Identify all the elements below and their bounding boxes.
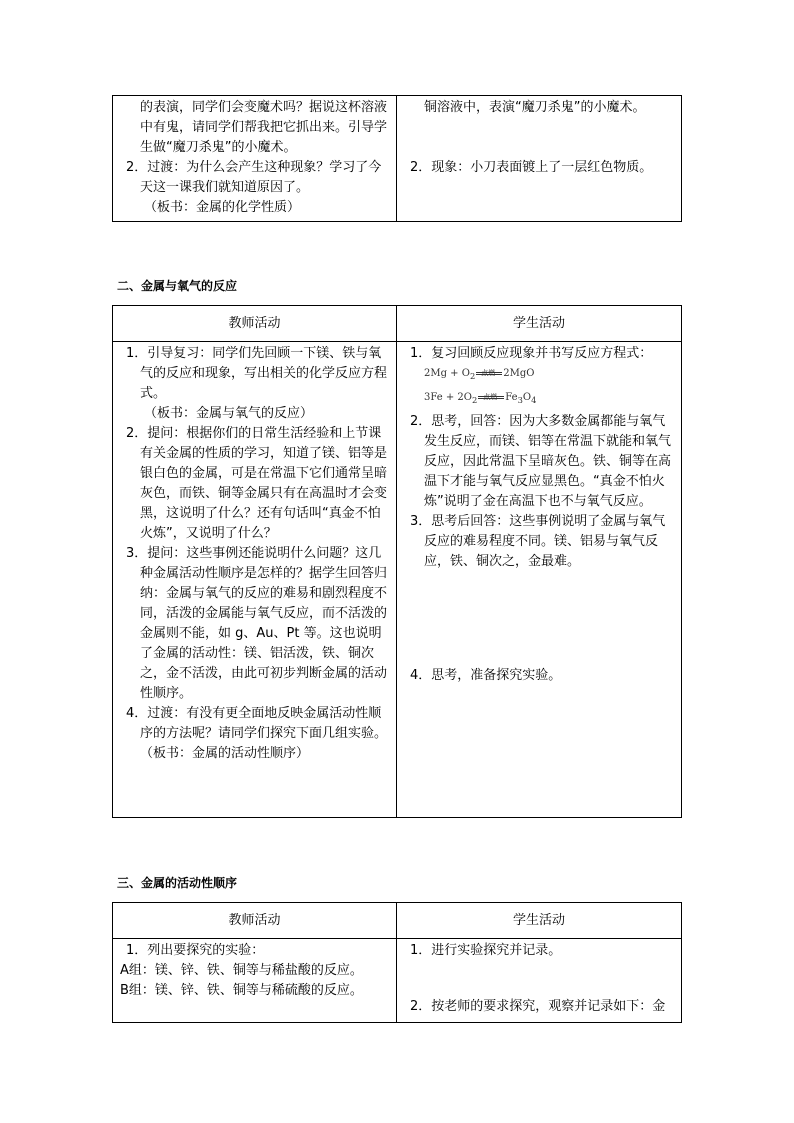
experiment-group-a: A组：镁、锌、铁、铜等与稀盐酸的反应。 bbox=[120, 963, 363, 978]
teacher-activity-cell bbox=[113, 342, 397, 818]
student-activity-cell bbox=[397, 342, 682, 818]
student-step: 2．按老师的要求探究，观察并记录如下：金 bbox=[410, 999, 666, 1014]
section-heading: 二、金属与氧气的反应 bbox=[117, 279, 238, 293]
student-activity-cell bbox=[397, 96, 682, 222]
teacher-step: 4．过渡：有没有更全面地反映金属活动性顺序的方法呢？请同学们探究下面几组实验。（板书：金属的活动性顺序） bbox=[126, 706, 388, 761]
student-step: 3．思考后回答：这些事例说明了金属与氧气反应的难易程度不同。镁、铝易与氧气反应，铁、铜次之，金最难。 bbox=[410, 514, 666, 569]
equation-mg: $2Mg + O_2$ 点燃 2MgO bbox=[424, 368, 535, 381]
teacher-activity-cell bbox=[113, 96, 397, 222]
student-step: 1．进行实验探究并记录。 bbox=[410, 943, 562, 958]
student-step: 4．思考，准备探究实验。 bbox=[410, 668, 562, 683]
teacher-step: 1．引导复习：同学们先回顾一下镁、铁与氧气的反应和现象，写出相关的化学反应方程式。 bbox=[126, 346, 388, 401]
teacher-step: 3．提问：这些事例还能说明什么问题？这几种金属活动性顺序是怎样的？据学生回答归纳：金属与氧气的反应的难易和剧烈程度不同，活泼的金属能与氧气反应，而不活泼的金属则不能，如 g、Au、Pt 等。这也说明了金属的活动性：镁、铝活泼，铁、铜次之，金不活泼，由此可初步判断金属的活动性顺序。 bbox=[126, 546, 388, 701]
student-activity-cell bbox=[397, 939, 682, 1023]
teacher-text: 2．过渡：为什么会产生这种现象？学习了今天这一课我们就知道原因了。 bbox=[126, 160, 382, 195]
table-continuation bbox=[112, 95, 682, 222]
student-step: 2．思考，回答：因为大多数金属都能与氧气发生反应，而镁、铝等在常温下就能和氧气反应，因此常温下呈暗灰色。铁、铜等在高温下才能与氧气反应显黑色。“真金不怕火炼”说明了金在高温下也不与氧气反应。 bbox=[410, 414, 672, 509]
board-note: （板书：金属与氧气的反应） bbox=[144, 406, 314, 421]
teacher-column-header: 教师活动 bbox=[113, 306, 397, 342]
teacher-step: 2．提问：根据你们的日常生活经验和上节课有关金属的性质的学习，知道了镁、铝等是银白色的金属，可是在常温下它们通常呈暗灰色，而铁、铜等金属只有在高温时才会变黑，这说明了什么？还有句话叫“真金不怕火炼”，又说明了什么？ bbox=[126, 426, 388, 541]
experiment-group-b: B组：镁、锌、铁、铜等与稀硫酸的反应。 bbox=[120, 983, 363, 998]
student-text: 铜溶液中，表演“魔刀杀鬼”的小魔术。 bbox=[424, 100, 646, 115]
student-column-header: 学生活动 bbox=[397, 306, 682, 342]
equation-fe: $3Fe + 2O_2$ 点燃 $Fe_3O_4$ bbox=[424, 392, 537, 405]
table-metal-oxygen bbox=[112, 305, 682, 818]
student-column-header: 学生活动 bbox=[397, 903, 682, 939]
section-heading: 三、金属的活动性顺序 bbox=[117, 876, 238, 890]
teacher-activity-cell bbox=[113, 939, 397, 1023]
teacher-step: 1．列出要探究的实验： bbox=[126, 943, 265, 958]
student-step: 1．复习回顾反应现象并书写反应方程式： bbox=[410, 346, 653, 361]
board-note: （板书：金属的化学性质） bbox=[144, 200, 301, 215]
teacher-column-header: 教师活动 bbox=[113, 903, 397, 939]
teacher-text: 的表演，同学们会变魔术吗？据说这杯溶液中有鬼，请同学们帮我把它抓出来。引导学生做“魔刀杀鬼”的小魔术。 bbox=[140, 100, 388, 155]
student-text: 2．现象：小刀表面镀上了一层红色物质。 bbox=[410, 160, 653, 175]
table-activity-order bbox=[112, 902, 682, 1023]
